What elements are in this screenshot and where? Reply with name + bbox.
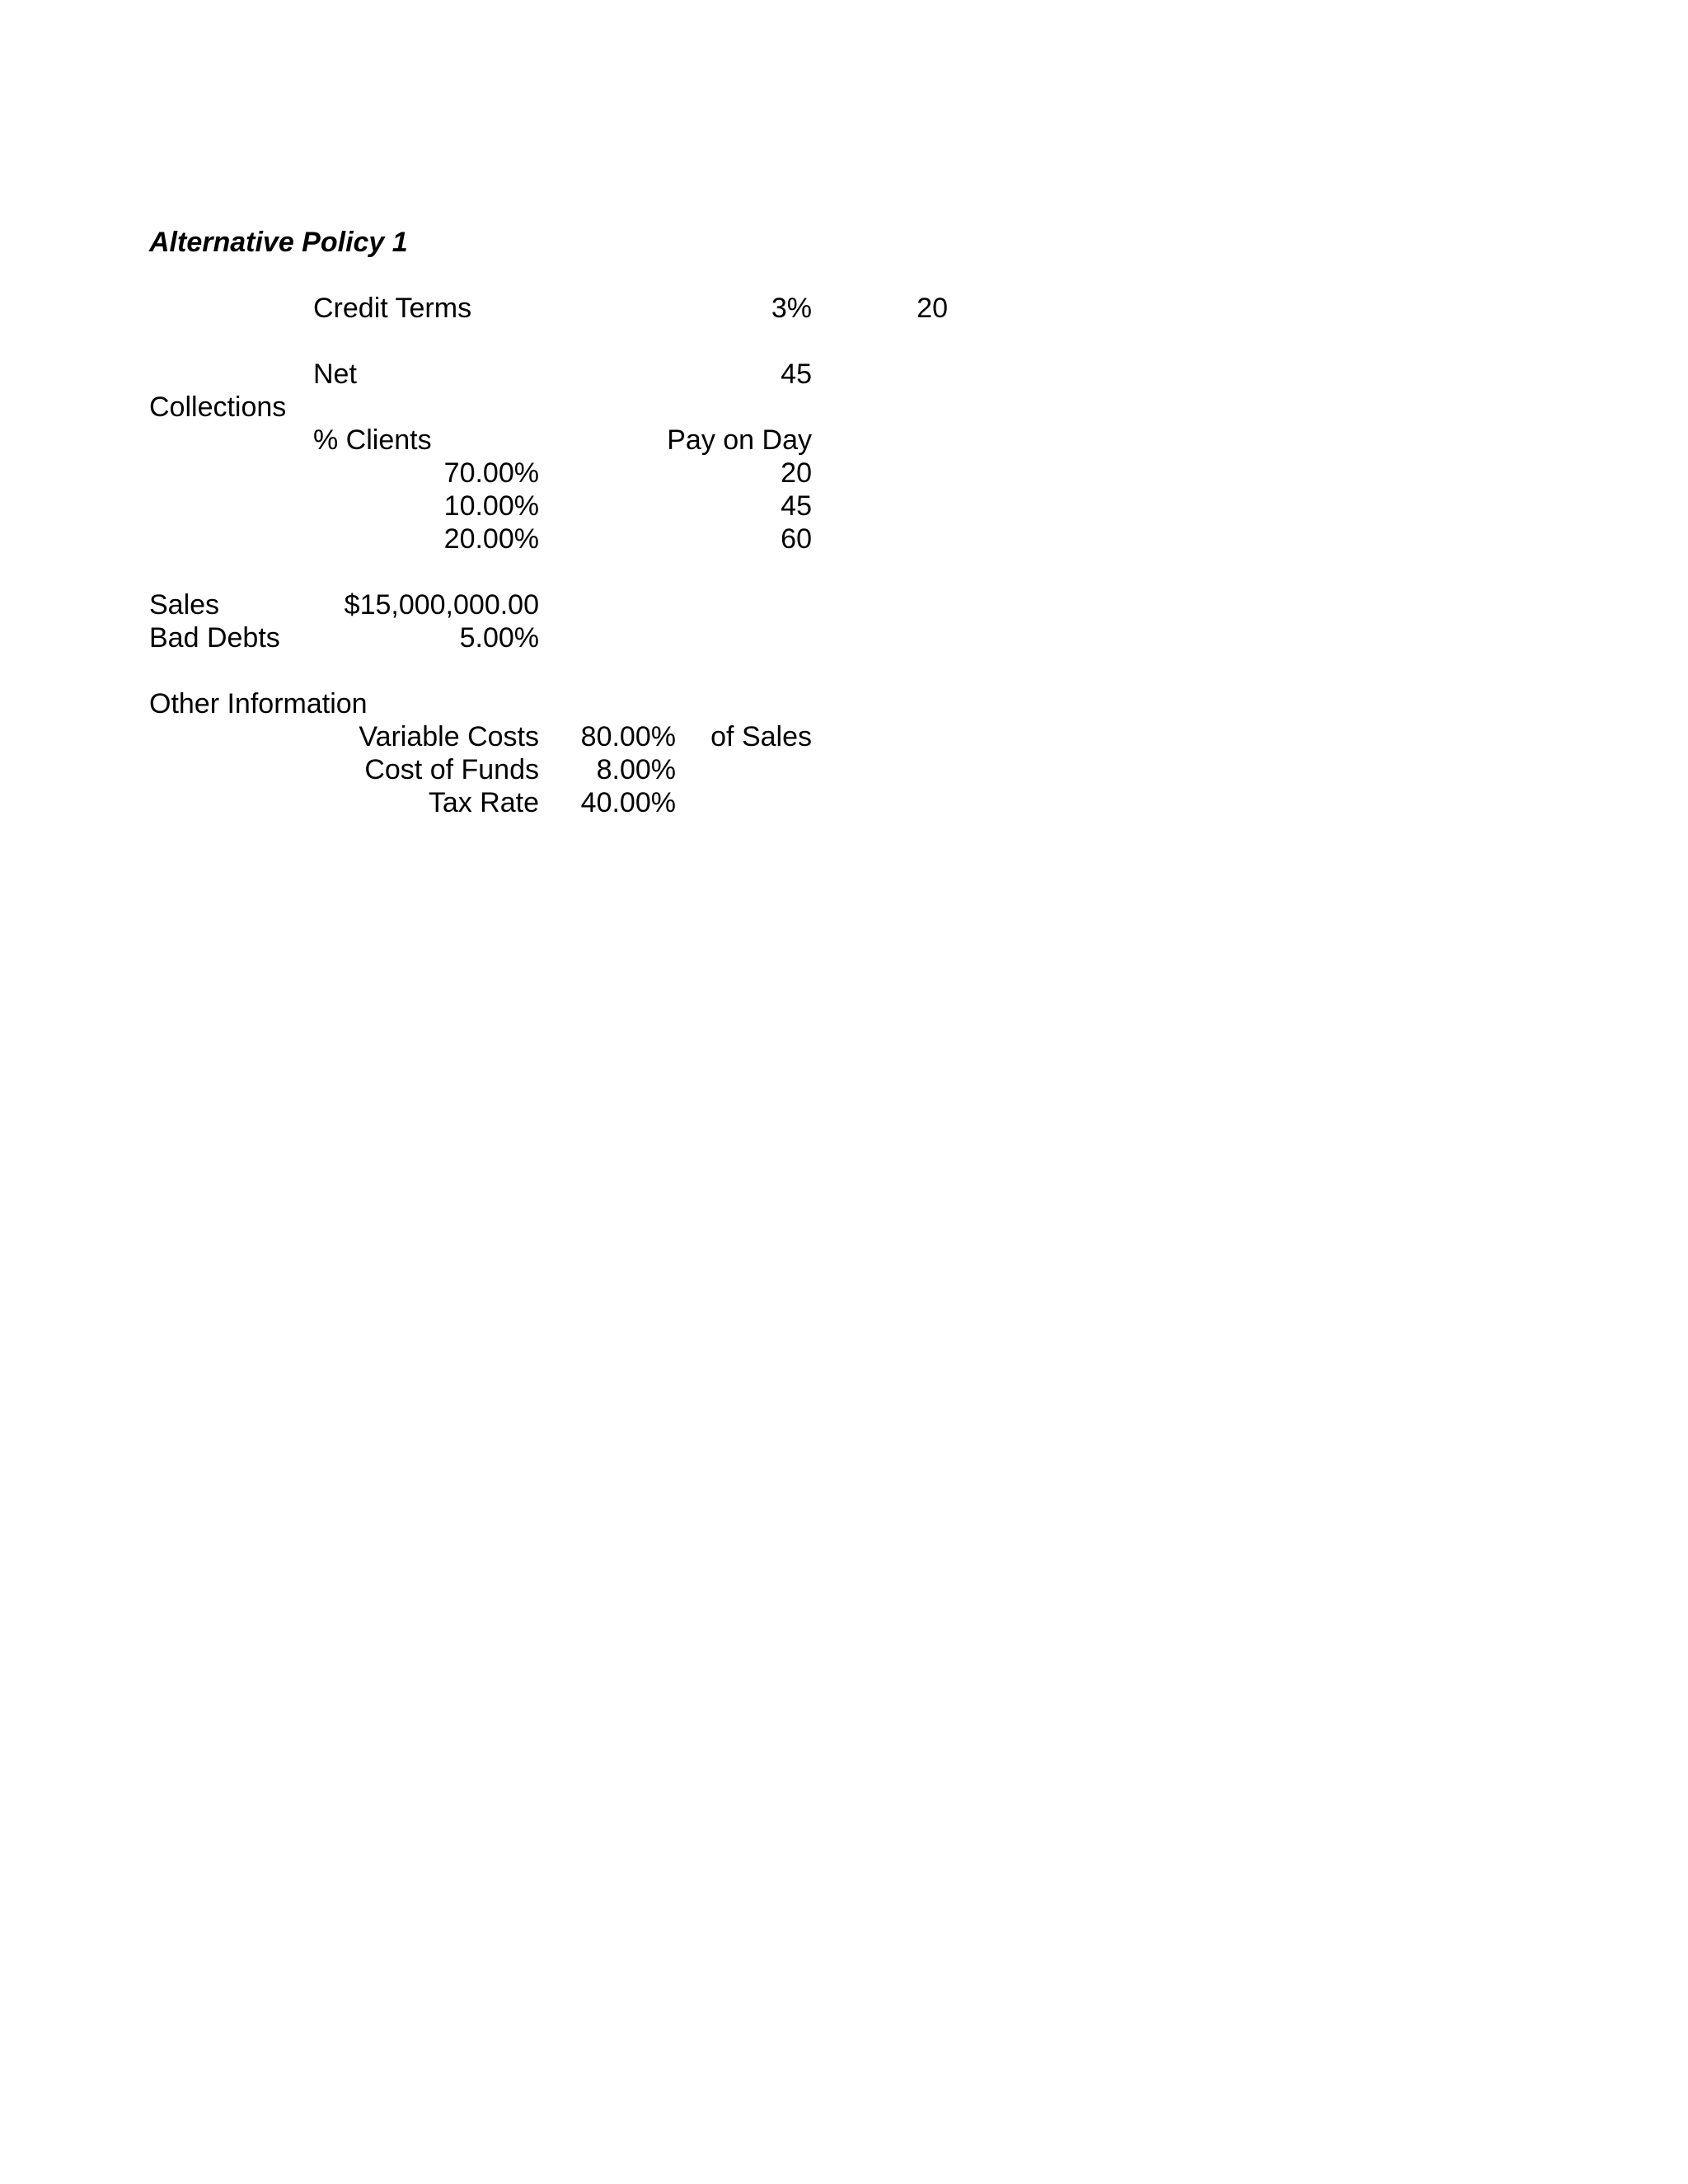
other-row-label: Variable Costs xyxy=(359,721,539,752)
credit-terms-discount-days: 20 xyxy=(917,293,948,324)
credit-terms-label: Credit Terms xyxy=(313,293,472,324)
other-row-note: of Sales xyxy=(710,721,812,752)
other-row-value: 40.00% xyxy=(580,787,676,818)
credit-terms-discount: 3% xyxy=(771,293,812,324)
bad-debts-value: 5.00% xyxy=(459,622,539,654)
other-row-value: 80.00% xyxy=(580,721,676,752)
net-days: 45 xyxy=(781,359,812,390)
sales-value: $15,000,000.00 xyxy=(344,589,539,621)
other-row-label: Cost of Funds xyxy=(364,754,539,785)
other-row-value: 8.00% xyxy=(596,754,676,785)
collections-pay-day-header: Pay on Day xyxy=(667,424,812,456)
collections-clients-header: % Clients xyxy=(313,424,432,456)
collections-day: 45 xyxy=(781,490,812,522)
bad-debts-label: Bad Debts xyxy=(149,622,280,654)
collections-day: 60 xyxy=(781,523,812,555)
collections-pct: 20.00% xyxy=(443,523,539,555)
page-title: Alternative Policy 1 xyxy=(149,227,408,258)
other-row-label: Tax Rate xyxy=(428,787,539,818)
collections-pct: 70.00% xyxy=(443,457,539,489)
collections-pct: 10.00% xyxy=(443,490,539,522)
collections-label: Collections xyxy=(149,391,287,423)
net-label: Net xyxy=(313,359,357,390)
sales-label: Sales xyxy=(149,589,220,621)
other-information-label: Other Information xyxy=(149,688,368,719)
collections-day: 20 xyxy=(781,457,812,489)
